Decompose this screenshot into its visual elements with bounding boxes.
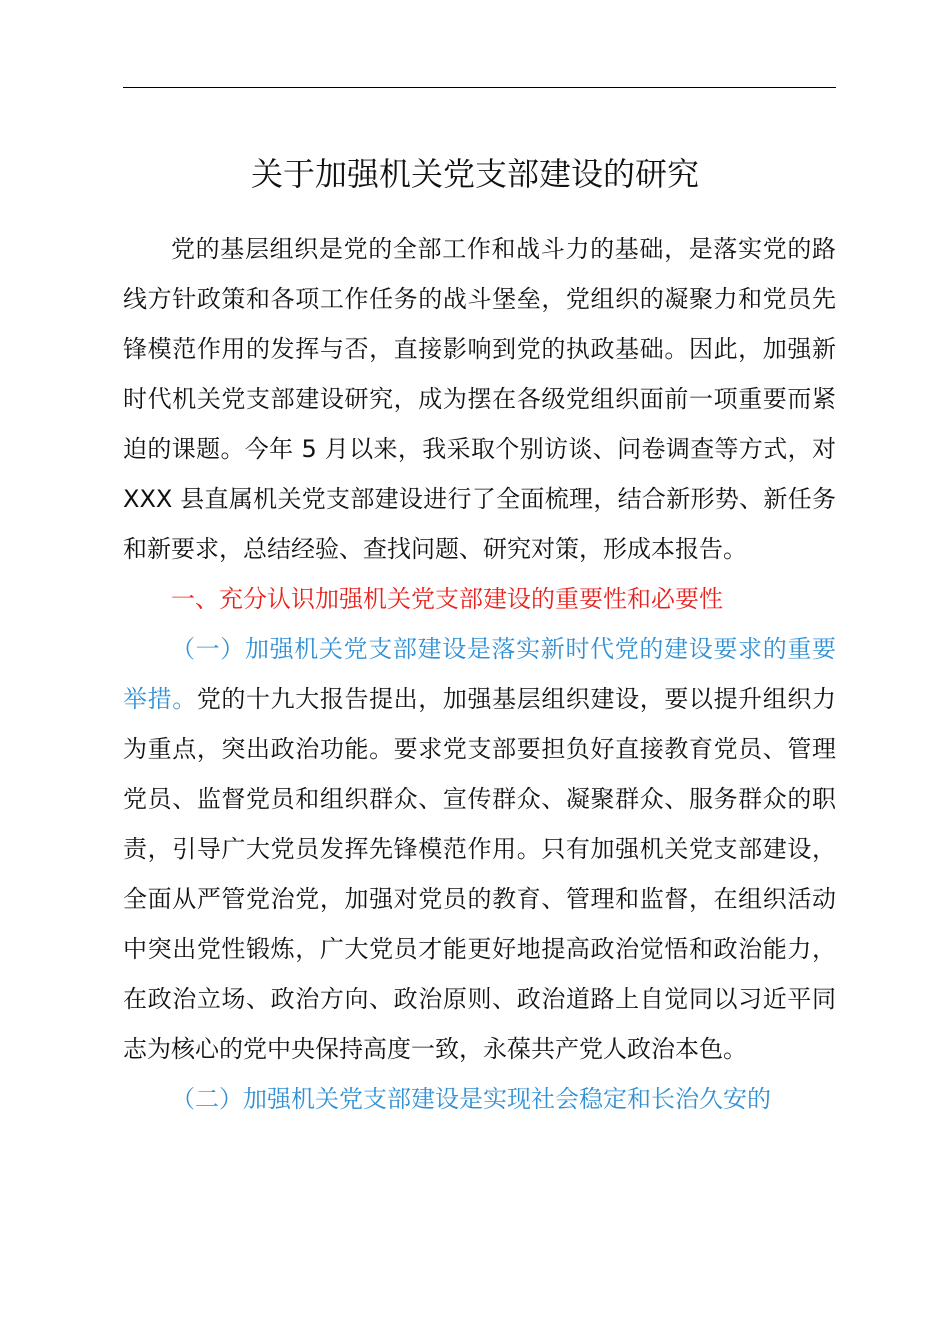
subsection-body-1: 党的十九大报告提出，加强基层组织建设，要以提升组织力为重点，突出政治功能。要求党支部要担负好直接教育党员、管理党员、监督党员和组织群众、宣传群众、凝聚群众、服务群众的职责，引导广大党员发挥先锋模范作用。只有加强机关党支部建设，全面从严管党治党，加强对党员的教育、管理和监督，在组织活动中突出党性锻炼，广大党员才能更好地提高政治觉悟和政治能力，在政治立场、政治方向、政治原则、政治道路上自觉同以习近平同志为核心的党中央保持高度一致，永葆共产党人政治本色。 <box>123 685 837 1063</box>
intro-paragraph: 党的基层组织是党的全部工作和战斗力的基础，是落实党的路线方针政策和各项工作任务的战斗堡垒，党组织的凝聚力和党员先锋模范作用的发挥与否，直接影响到党的执政基础。因此，加强新时代机关党支部建设研究，成为摆在各级党组织面前一项重要而紧迫的课题。今年 5 月以来，我采取个别访谈、问卷调查等方式，对 XXX 县直属机关党支部建设进行了全面梳理，结合新形势、新任务和新要求，总结经验、查找问题、研究对策，形成本报告。 <box>123 235 836 563</box>
section-heading: 一、充分认识加强机关党支部建设的重要性和必要性 <box>171 585 723 613</box>
subsection-heading-2: （二）加强机关党支部建设是实现社会稳定和长治久安的 <box>171 1085 771 1113</box>
header-rule <box>123 87 836 88</box>
document-title: 关于加强机关党支部建设的研究 <box>250 155 699 193</box>
subsection-heading-1: （一）加强机关党支部建设是落实新时代党的建设要求的重要举措。 <box>123 635 836 713</box>
document-body <box>123 224 836 1124</box>
subsection-paragraph-1 <box>123 624 836 1074</box>
